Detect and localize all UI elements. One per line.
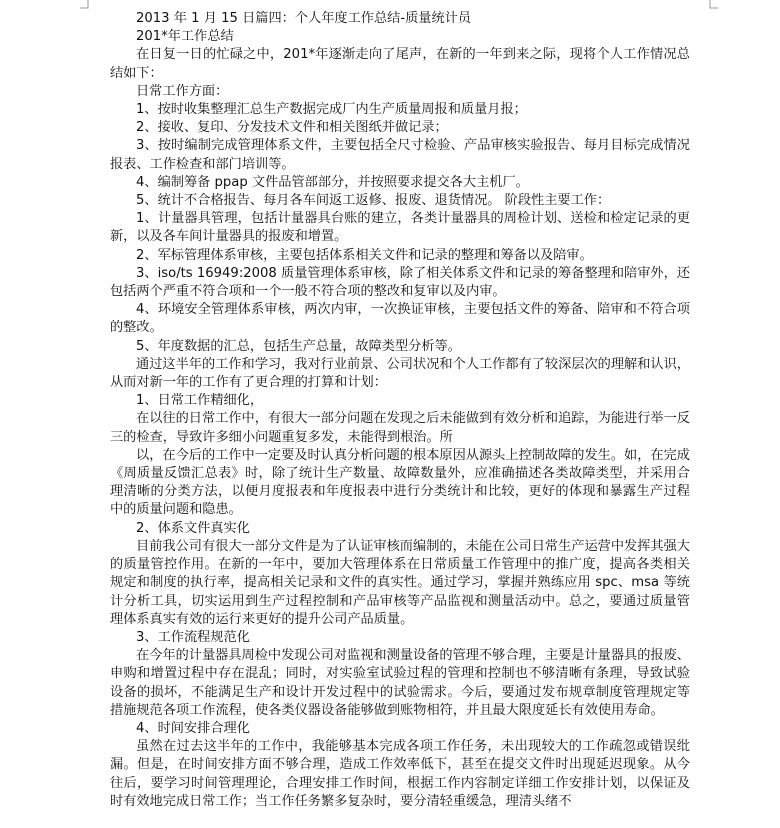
paragraph: 虽然在过去这半年的工作中，我能够基本完成各项工作任务，未出现较大的工作疏忽或错误纰漏。但是，在时间安排方面不够合理，造成工作效率低下，甚至在提交文件时出现延迟现象。从今往后，要学习时间管理理论，合理安排工作时间，根据工作内容制定详细工作安排计划，以保证及时有效地完成日常工作；当工作任务繁多复杂时，要分清轻重缓急，理清头绪不 — [110, 739, 690, 809]
paragraph: 目前我公司有很大一部分文件是为了认证审核而编制的，未能在公司日常生产运营中发挥其强大的质量管控作用。在新的一年中，要加大管理体系在日常质量工作管理中的推广度，提高各类相关规定和制度的执行率，提高相关记录和文件的真实性。通过学习，掌握并熟练应用 spc、msa 等统计分析工具，切实运用到生产过程控制和产品审核等产品监视和测量活动中。总之，要通过质量管理体系真实有效的运行来更好的提升公司产品质量。 — [110, 538, 690, 627]
paragraph: 以，在今后的工作中一定要及时认真分析问题的根本原因从源头上控制故障的发生。如，在完成《周质量反馈汇总表》时，除了统计生产数量、故障数量外，应准确描述各类故障类型，并采用合理清晰的分类方法，以便月度报表和年度报表中进行分类统计和比较，更好的体现和暴露生产过程中的质量问题和隐患。 — [110, 447, 690, 518]
paragraph: 2、军标管理体系审核，主要包括体系相关文件和记录的整理和筹备以及陪审。 — [136, 247, 593, 263]
paragraph: 在日复一日的忙碌之中，201*年逐渐走向了尾声，在新的一年到来之际，现将个人工作情况总结如下： — [110, 47, 690, 81]
paragraph: 在以往的日常工作中，有很大一部分问题在发现之后未能做到有效分析和追踪，为能进行举一反三的检查，导致许多细小问题重复多发，未能得到根治。所 — [110, 411, 690, 445]
paragraph: 4、编制筹备 ppap 文件品管部部分，并按照要求提交各大主机厂。 — [136, 174, 529, 190]
crop-mark-top-right — [710, 0, 718, 8]
paragraph: 通过这半年的工作和学习，我对行业前景、公司状况和个人工作都有了较深层次的理解和认识，从而对新一年的工作有了更合理的打算和计划： — [110, 356, 690, 391]
paragraph: 日常工作方面： — [136, 83, 229, 99]
paragraph: 5、年度数据的汇总，包括生产总量，故障类型分析等。 — [136, 338, 461, 354]
document-subtitle: 201*年工作总结 — [136, 29, 234, 45]
paragraph: 1、日常工作精细化， — [136, 393, 264, 409]
document-title: 2013 年 1 月 15 日篇四：个人年度工作总结-质量统计员 — [136, 11, 472, 26]
crop-mark-top-left — [80, 0, 88, 8]
paragraph: 3、按时编制完成管理体系文件，主要包括全尺寸检验、产品审核实验报告、每月目标完成情况报表、工作检查和部门培训等。 — [110, 138, 690, 172]
paragraph: 2、接收、复印、分发技术文件和相关图纸并做记录； — [136, 120, 448, 136]
document-page — [110, 10, 690, 811]
paragraph: 2、体系文件真实化 — [136, 520, 250, 536]
paragraph: 1、计量器具管理，包括计量器具台账的建立，各类计量器具的周检计划、送检和检定记录的更新，以及各车间计量器具的报废和增置。 — [110, 211, 690, 245]
paragraph: 5、统计不合格报告、每月各车间返工返修、报废、退货情况。 阶段性主要工作： — [136, 193, 611, 209]
paragraph: 4、时间安排合理化 — [136, 720, 250, 736]
paragraph: 3、工作流程规范化 — [136, 629, 250, 645]
paragraph: 1、按时收集整理汇总生产数据完成厂内生产质量周报和质量月报； — [136, 102, 527, 118]
paragraph: 3、iso/ts 16949:2008 质量管理体系审核，除了相关体系文件和记录的筹备整理和陪审外，还包括两个严重不符合项和一个一般不符合项的整改和复审以及内审。 — [110, 265, 690, 300]
paragraph: 在今年的计量器具周检中发现公司对监视和测量设备的管理不够合理，主要是计量器具的报废、申购和增置过程中存在混乱；同时，对实验室试验过程的管理和控制也不够清晰有条理，导致试验设备的损坏，不能满足生产和设计开发过程中的试验需求。今后，要通过发布规章制度管理规定等措施规范各项工作流程，使各类仪器设备能够做到账物相符，并且最大限度延长有效使用寿命。 — [110, 648, 690, 718]
paragraph: 4、环境安全管理体系审核，两次内审，一次换证审核，主要包括文件的筹备、陪审和不符合项的整改。 — [110, 302, 690, 336]
document-body — [110, 46, 690, 811]
